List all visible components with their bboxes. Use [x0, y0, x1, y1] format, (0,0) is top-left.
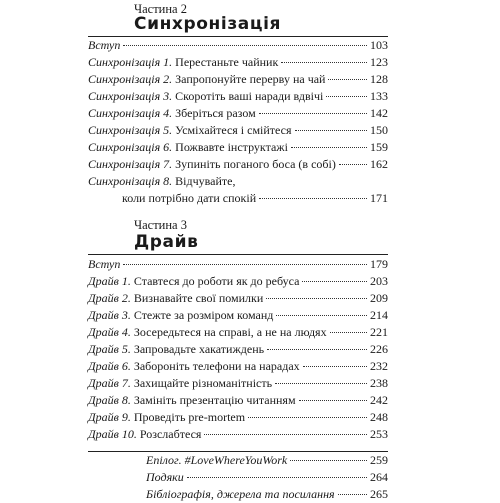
- toc-entry: [88, 469, 388, 486]
- toc-entry-text: [88, 88, 323, 105]
- toc-entry: [88, 452, 388, 469]
- toc-page-number: 103: [370, 38, 388, 52]
- toc-entry-line: [88, 156, 388, 173]
- toc-entry-kind: Драйв 1.: [88, 274, 131, 288]
- back-matter-toc: [88, 452, 388, 503]
- toc-entry: [88, 341, 388, 358]
- toc-entry-text: [88, 71, 325, 88]
- toc-entry-line: [88, 452, 388, 469]
- toc-entry-text: [88, 426, 201, 443]
- toc-entry-kind: Драйв 8.: [88, 393, 131, 407]
- toc-entry-title: Визнавайте свої помилки: [130, 291, 264, 305]
- toc-entry-line: [88, 290, 388, 307]
- toc-entry-text: [88, 37, 120, 54]
- toc-entry-line: [88, 273, 388, 290]
- toc-entry: [88, 307, 388, 324]
- toc-entry-title: Скоротіть ваші наради вдвічі: [172, 89, 324, 103]
- toc-entry-title: Запровадьте хакатиждень: [130, 342, 265, 356]
- toc-leader-dots: [338, 494, 367, 495]
- toc-entry: [88, 375, 388, 392]
- toc-entry: [88, 290, 388, 307]
- toc-entry-title: Пожвавте інструктажі: [172, 140, 288, 154]
- toc-entry-title: Запропонуйте перерву на чай: [172, 72, 326, 86]
- toc-entry-title: Ставтеся до роботи як до ребуса: [130, 274, 300, 288]
- toc-entry-line: [88, 71, 388, 88]
- toc-entry-kind: Вступ: [88, 38, 121, 52]
- toc-leader-dots: [123, 45, 367, 46]
- toc-entry: [88, 139, 388, 156]
- toc-entry-first-line: [88, 173, 388, 190]
- toc-entry-line: [88, 375, 388, 392]
- toc-entry-kind: Драйв 3.: [88, 308, 131, 322]
- toc-entry-title: Замініть презентацію читанням: [130, 393, 296, 407]
- toc-entry-kind: Синхронізація 2.: [88, 72, 173, 86]
- toc-entry-title: Подяки: [146, 470, 184, 484]
- toc-entry-text: [88, 409, 245, 426]
- toc-entry-kind: Драйв 10.: [88, 427, 137, 441]
- toc-page-number: 226: [370, 342, 388, 356]
- toc-entry: [88, 54, 388, 71]
- toc-entry-kind: Синхронізація 4.: [88, 106, 173, 120]
- toc-leader-dots: [187, 477, 367, 478]
- toc-entry-line: [88, 324, 388, 341]
- toc-entry-line: [88, 409, 388, 426]
- part2-title: Синхронізація: [134, 14, 282, 34]
- toc-leader-dots: [275, 383, 367, 384]
- toc-entry-text: [88, 54, 278, 71]
- toc-entry-text: [88, 122, 292, 139]
- toc-page-number: 265: [370, 487, 388, 501]
- toc-leader-dots: [259, 198, 367, 199]
- toc-page-number: 123: [370, 55, 388, 69]
- toc-entry: [88, 105, 388, 122]
- part2-label: Частина 2: [134, 2, 187, 16]
- toc-leader-dots: [299, 400, 367, 401]
- toc-entry: [88, 156, 388, 173]
- toc-entry-title: Захищайте різноманітність: [130, 376, 273, 390]
- toc-entry-title: Відчувайте,: [172, 174, 236, 188]
- toc-leader-dots: [266, 298, 367, 299]
- toc-entry-text: [88, 358, 300, 375]
- toc-entry-line: [88, 122, 388, 139]
- toc-entry-title: Епілог. #LoveWhereYouWork: [146, 453, 288, 467]
- toc-entry: [88, 37, 388, 54]
- toc-entry-kind: Синхронізація 7.: [88, 157, 173, 171]
- toc-entry-title: Зупиніть поганого боса (в собі): [172, 157, 336, 171]
- toc-leader-dots: [276, 315, 367, 316]
- toc-leader-dots: [267, 349, 367, 350]
- toc-page-number: 242: [370, 393, 388, 407]
- toc-page-number: 150: [370, 123, 388, 137]
- toc-leader-dots: [290, 460, 367, 461]
- toc-entry-line: [88, 139, 388, 156]
- toc-page-number: 232: [370, 359, 388, 373]
- toc-page-number: 238: [370, 376, 388, 390]
- toc-entry: [88, 409, 388, 426]
- part3-rule: [88, 254, 388, 255]
- toc-entry-text: [88, 105, 256, 122]
- toc-page-number: 128: [370, 72, 388, 86]
- part3-toc: [88, 256, 388, 443]
- toc-entry-text: [88, 375, 272, 392]
- toc-entry: [88, 273, 388, 290]
- toc-entry-title: Зосередьтеся на справі, а не на людях: [130, 325, 327, 339]
- toc-page-number: 214: [370, 308, 388, 322]
- toc-entry-title: Бібліографія, джерела та посилання: [146, 487, 335, 501]
- toc-entry-kind: Синхронізація 5.: [88, 123, 173, 137]
- toc-entry-kind: Синхронізація 1.: [88, 55, 173, 69]
- toc-page-number: 142: [370, 106, 388, 120]
- toc-entry-title: Розслабтеся: [136, 427, 202, 441]
- toc-page-number: 179: [370, 257, 388, 271]
- toc-entry-line: [88, 469, 388, 486]
- toc-leader-dots: [328, 79, 367, 80]
- toc-page-number: 159: [370, 140, 388, 154]
- toc-entry-kind: Вступ: [88, 257, 121, 271]
- toc-entry-text: [88, 256, 120, 273]
- toc-entry-line: [88, 256, 388, 273]
- toc-entry-kind: Синхронізація 6.: [88, 140, 173, 154]
- toc-leader-dots: [303, 366, 367, 367]
- toc-leader-dots: [123, 264, 367, 265]
- toc-page-number: 221: [370, 325, 388, 339]
- toc-page-number: 162: [370, 157, 388, 171]
- toc-entry-line: [88, 88, 388, 105]
- toc-entry-line: [88, 105, 388, 122]
- toc-leader-dots: [302, 281, 367, 282]
- toc-entry-title: Зберіться разом: [172, 106, 256, 120]
- toc-entry-title: Перестаньте чайник: [172, 55, 279, 69]
- toc-entry-kind: Синхронізація 3.: [88, 89, 173, 103]
- toc-entry-text: [88, 324, 327, 341]
- toc-entry-line: [88, 358, 388, 375]
- toc-page-number: 133: [370, 89, 388, 103]
- toc-entry-kind: Драйв 6.: [88, 359, 131, 373]
- toc-entry-title: Стежте за розміром команд: [130, 308, 274, 322]
- toc-entry-line: [88, 54, 388, 71]
- toc-entry-text: [88, 307, 273, 324]
- toc-entry-line: [88, 341, 388, 358]
- toc-entry: [88, 256, 388, 273]
- toc-entry-line: [88, 426, 388, 443]
- toc-entry-title-continued: коли потрібно дати спокій: [122, 191, 257, 205]
- toc-entry: [88, 392, 388, 409]
- part3-label: Частина 3: [134, 218, 187, 232]
- toc-entry: [88, 71, 388, 88]
- toc-leader-dots: [295, 130, 367, 131]
- toc-entry-second-line: [88, 190, 388, 207]
- part3-title: Драйв: [134, 232, 199, 252]
- toc-page-number: 259: [370, 453, 388, 467]
- toc-leader-dots: [204, 434, 367, 435]
- toc-page-number: 203: [370, 274, 388, 288]
- toc-entry-text: [88, 290, 263, 307]
- toc-entry-title: Проведіть pre-mortem: [130, 410, 246, 424]
- toc-leader-dots: [330, 332, 367, 333]
- toc-page-number: 209: [370, 291, 388, 305]
- toc-entry-text: [88, 139, 288, 156]
- toc-entry-line: [88, 486, 388, 503]
- part2-toc: [88, 37, 388, 205]
- toc-entry-text: [88, 341, 264, 358]
- toc-entry-text: [88, 156, 336, 173]
- toc-leader-dots: [326, 96, 367, 97]
- toc-entry-kind: Драйв 2.: [88, 291, 131, 305]
- toc-entry: [88, 88, 388, 105]
- toc-leader-dots: [281, 62, 367, 63]
- toc-entry-title: Забороніть телефони на нарадах: [130, 359, 300, 373]
- toc-entry-line: [88, 392, 388, 409]
- toc-entry-kind: Драйв 7.: [88, 376, 131, 390]
- toc-entry-kind: Драйв 5.: [88, 342, 131, 356]
- toc-entry: [88, 358, 388, 375]
- toc-entry-title: Усміхайтеся і смійтеся: [172, 123, 292, 137]
- toc-entry: [88, 486, 388, 503]
- toc-leader-dots: [291, 147, 367, 148]
- toc-entry-kind: Драйв 4.: [88, 325, 131, 339]
- toc-page-number: 171: [370, 191, 388, 205]
- toc-entry-kind: Драйв 9.: [88, 410, 131, 424]
- toc-leader-dots: [339, 164, 367, 165]
- toc-leader-dots: [248, 417, 367, 418]
- toc-entry-kind: Синхронізація 8.: [88, 174, 173, 188]
- toc-page-number: 253: [370, 427, 388, 441]
- toc-entry-line: [88, 37, 388, 54]
- toc-leader-dots: [259, 113, 367, 114]
- toc-entry: [88, 324, 388, 341]
- toc-entry-text: [88, 273, 299, 290]
- toc-page-number: 264: [370, 470, 388, 484]
- toc-entry-line: [88, 307, 388, 324]
- toc-entry: [88, 122, 388, 139]
- toc-entry: [88, 426, 388, 443]
- toc-entry-text: [88, 392, 296, 409]
- toc-entry: [88, 173, 388, 205]
- toc-page-number: 248: [370, 410, 388, 424]
